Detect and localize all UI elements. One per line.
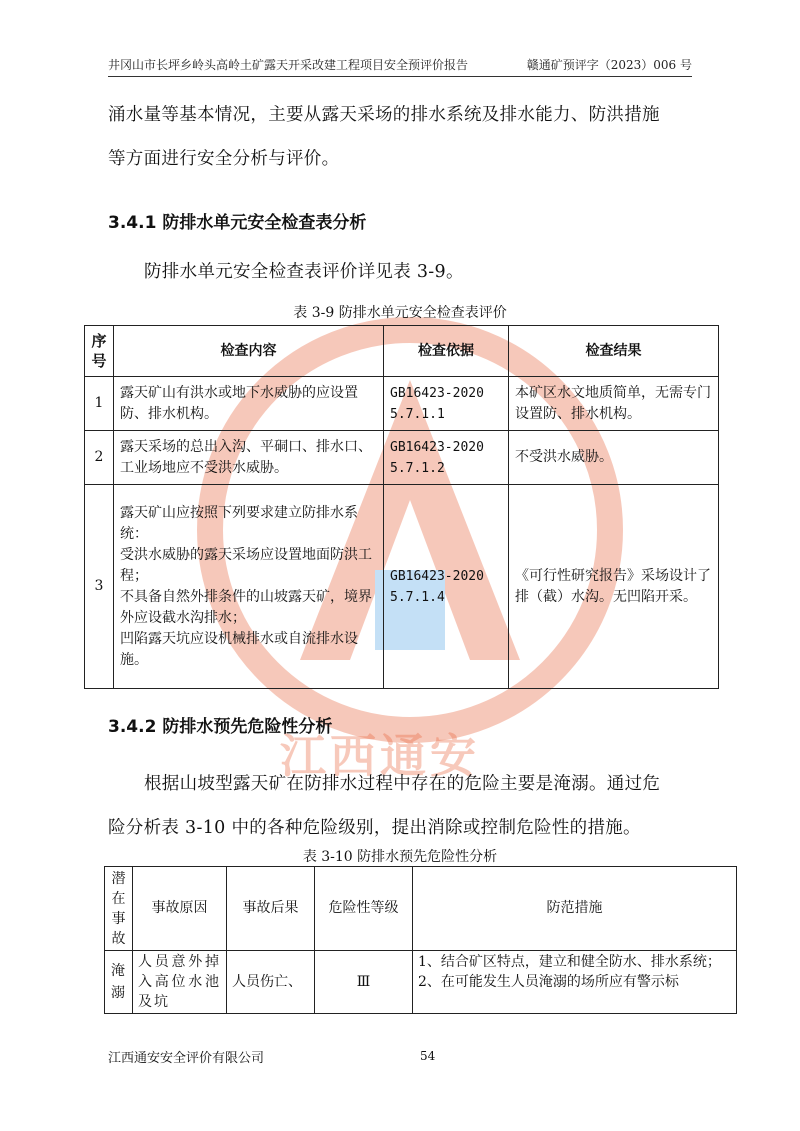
header-doc-number: 赣通矿预评字（2023）006 号 — [526, 58, 692, 72]
table-3-9 — [84, 325, 719, 689]
col-basis: 检查依据 — [384, 326, 509, 377]
table-3-9-caption: 表 3-9 防排水单元安全检查表评价 — [293, 305, 507, 321]
col-seq: 序号 — [85, 326, 114, 377]
page-header — [108, 57, 692, 77]
table-row: 3 露天矿山应按照下列要求建立防排水系统： 受洪水威胁的露天采场应设置地面防洪工程； 不具备自然外排条件的山坡露天矿，境界外应设截水沟排水； 凹陷露天坑应设机械排水或自流排水设施。 GB16423-2020 5.7.1.4 《可行性研究报告》采场设计了排（截）水沟。无凹陷开采。 — [85, 485, 719, 689]
col-consequence: 事故后果 — [227, 867, 315, 951]
col-cause: 事故原因 — [133, 867, 227, 951]
page-number: 54 — [420, 1049, 436, 1063]
footer-company: 江西通安安全评价有限公司 — [108, 1051, 265, 1066]
watermark-text: 江西通安 — [280, 729, 480, 783]
table-header-row — [105, 867, 737, 951]
header-title: 井冈山市长坪乡岭头高岭土矿露天开采改建工程项目安全预评价报告 — [108, 58, 469, 72]
intro-paragraph: 涌水量等基本情况，主要从露天采场的排水系统及排水能力、防洪措施 等方面进行安全分析与评价。 — [108, 105, 660, 169]
section-heading-3-4-2: 3.4.2 防排水预先危险性分析 — [108, 717, 333, 737]
table-3-10 — [104, 866, 737, 1014]
table-row: 1 露天矿山有洪水或地下水威胁的应设置防、排水机构。 GB16423-2020 5.7.1.1 本矿区水文地质简单，无需专门设置防、排水机构。 — [85, 377, 719, 431]
table-header-row — [85, 326, 719, 377]
table-row: 淹溺 人员意外掉入高位水池及坑 人员伤亡、 Ⅲ 1、结合矿区特点，建立和健全防水、排水系统； 2、在可能发生人员淹溺的场所应有警示标 — [105, 951, 737, 1014]
table-3-10-caption: 表 3-10 防排水预先危险性分析 — [302, 849, 498, 865]
col-accident: 潜在事故 — [105, 867, 133, 951]
col-measures: 防范措施 — [413, 867, 737, 951]
section2-paragraph: 根据山坡型露天矿在防排水过程中存在的危险主要是淹溺。通过危 险分析表 3-10 中的各种危险级别，提出消除或控制危险性的措施。 — [108, 774, 661, 838]
col-content: 检查内容 — [114, 326, 384, 377]
table-row: 2 露天采场的总出入沟、平硐口、排水口、工业场地应不受洪水威胁。 GB16423-2020 5.7.1.2 不受洪水威胁。 — [85, 431, 719, 485]
section-heading-3-4-1: 3.4.1 防排水单元安全检查表分析 — [108, 213, 367, 233]
section1-paragraph: 防排水单元安全检查表评价详见表 3-9。 — [144, 262, 464, 282]
col-result: 检查结果 — [509, 326, 719, 377]
col-level: 危险性等级 — [315, 867, 413, 951]
